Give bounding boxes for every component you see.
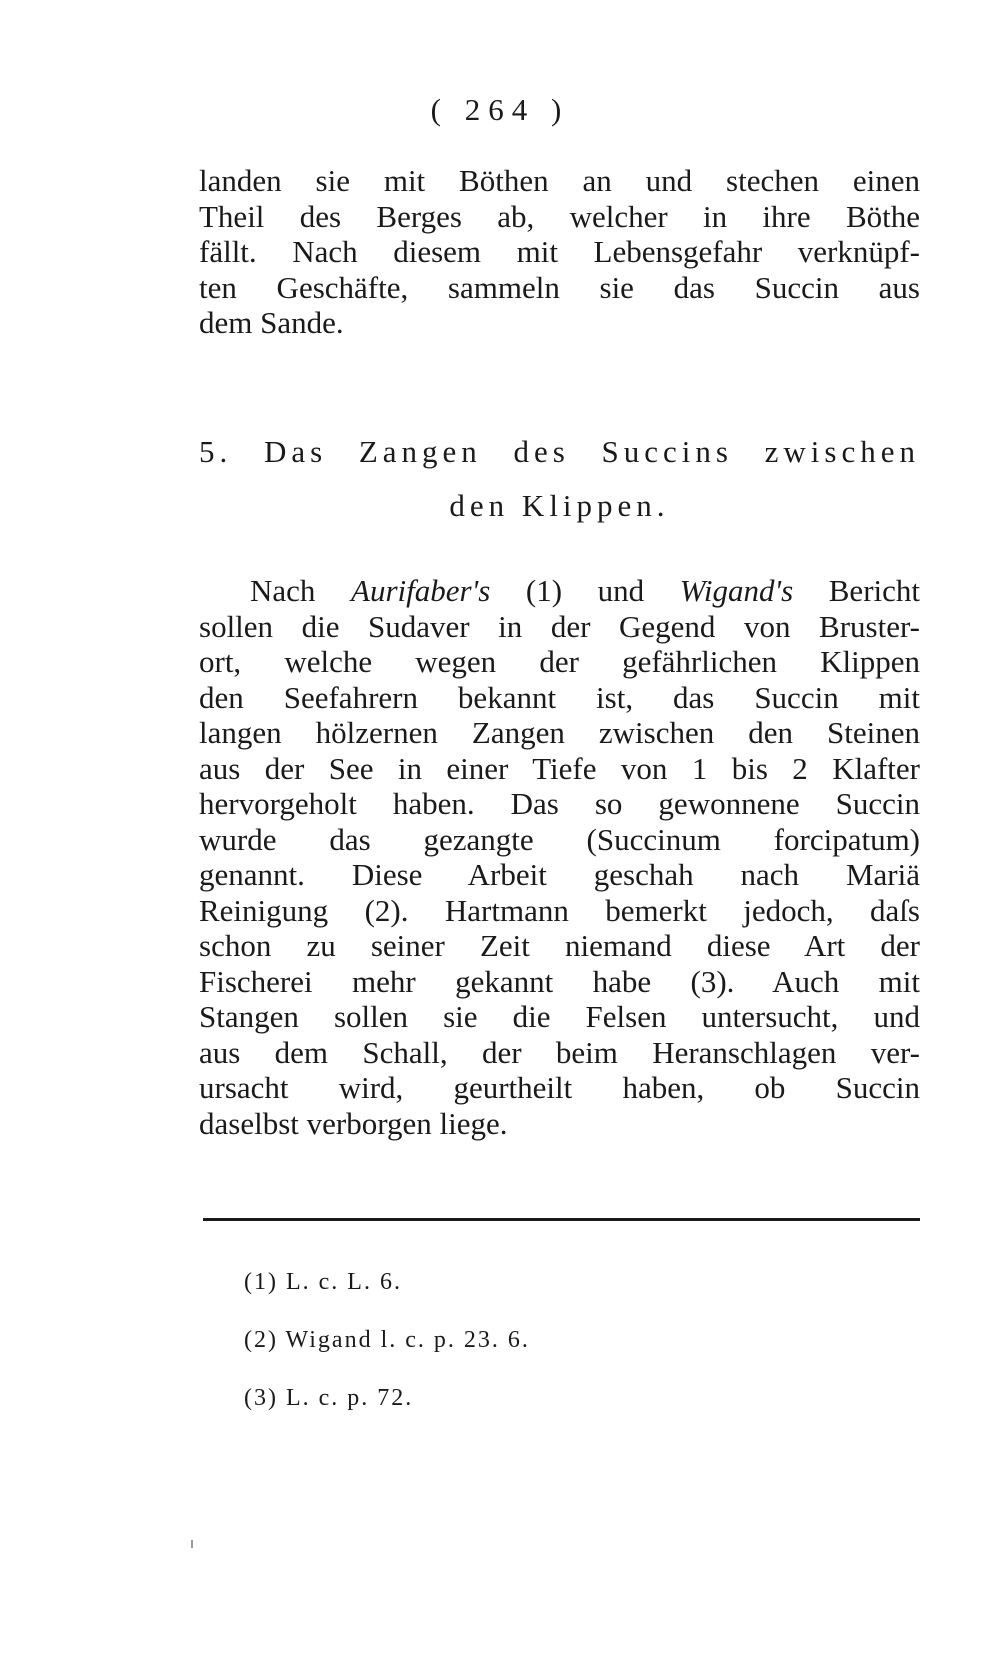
text-line: dem Sande. [199, 305, 344, 340]
page-number: ( 264 ) [430, 92, 570, 127]
section-heading-line-2: den Klippen. [449, 488, 670, 523]
text-line: Theil des Berges ab, welcher in ihre Böthe [199, 198, 920, 234]
author-name-aurifaber: Aurifaber's [351, 573, 491, 608]
text-line: langen hölzernen Zangen zwischen den Steinen [199, 715, 920, 750]
text-segment: (1) und [490, 573, 680, 608]
footnote-divider [203, 1218, 920, 1221]
text-line: Fischerei mehr gekannt habe (3). Auch mit [199, 963, 920, 999]
text-line: aus der See in einer Tiefe von 1 bis 2 Klafter [199, 750, 920, 786]
text-segment: Nach [250, 573, 352, 608]
footnote-2: (2) Wigand l. c. p. 23. 6. [244, 1327, 530, 1353]
text-line: daselbst verborgen liege. [199, 1105, 508, 1141]
text-line: ursacht wird, geurtheilt haben, ob Succin [199, 1070, 920, 1105]
scan-speck [191, 1540, 193, 1548]
text-line: ort, welche wegen der gefährlichen Klippen [199, 644, 920, 679]
author-name-wigand: Wigand's [679, 573, 794, 608]
footnotes [244, 1253, 530, 1427]
text-line-first [199, 573, 920, 609]
text-line: wurde das gezangte (Succinum forcipatum) [199, 821, 920, 857]
paragraph-main [199, 573, 920, 1141]
footnote-3: (3) L. c. p. 72. [244, 1385, 414, 1411]
text-line: fällt. Nach diesem mit Lebensgefahr verknüpf- [199, 234, 920, 269]
text-segment: Bericht [793, 573, 921, 608]
text-line: ten Geschäfte, sammeln sie das Succin aus [199, 269, 920, 305]
text-line: sollen die Sudaver in der Gegend von Bruster- [199, 608, 920, 644]
paragraph-continued [199, 163, 920, 341]
text-line: aus dem Schall, der beim Heranschlagen ver- [199, 1034, 920, 1070]
text-line: Stangen sollen sie die Felsen untersucht, und [199, 999, 920, 1034]
text-line: den Seefahrern bekannt ist, das Succin mit [199, 679, 920, 715]
text-line: Reinigung (2). Hartmann bemerkt jedoch, daſs [199, 892, 920, 928]
footnote-1: (1) L. c. L. 6. [244, 1269, 402, 1295]
section-heading-line-1: 5. Das Zangen des Succins zwischen [199, 434, 920, 469]
text-line: schon zu seiner Zeit niemand diese Art der [199, 928, 920, 963]
text-line: landen sie mit Böthen an und stechen einen [199, 163, 920, 198]
text-line: genannt. Diese Arbeit geschah nach Mariä [199, 857, 920, 892]
text-line: hervorgeholt haben. Das so gewonnene Succin [199, 786, 920, 821]
